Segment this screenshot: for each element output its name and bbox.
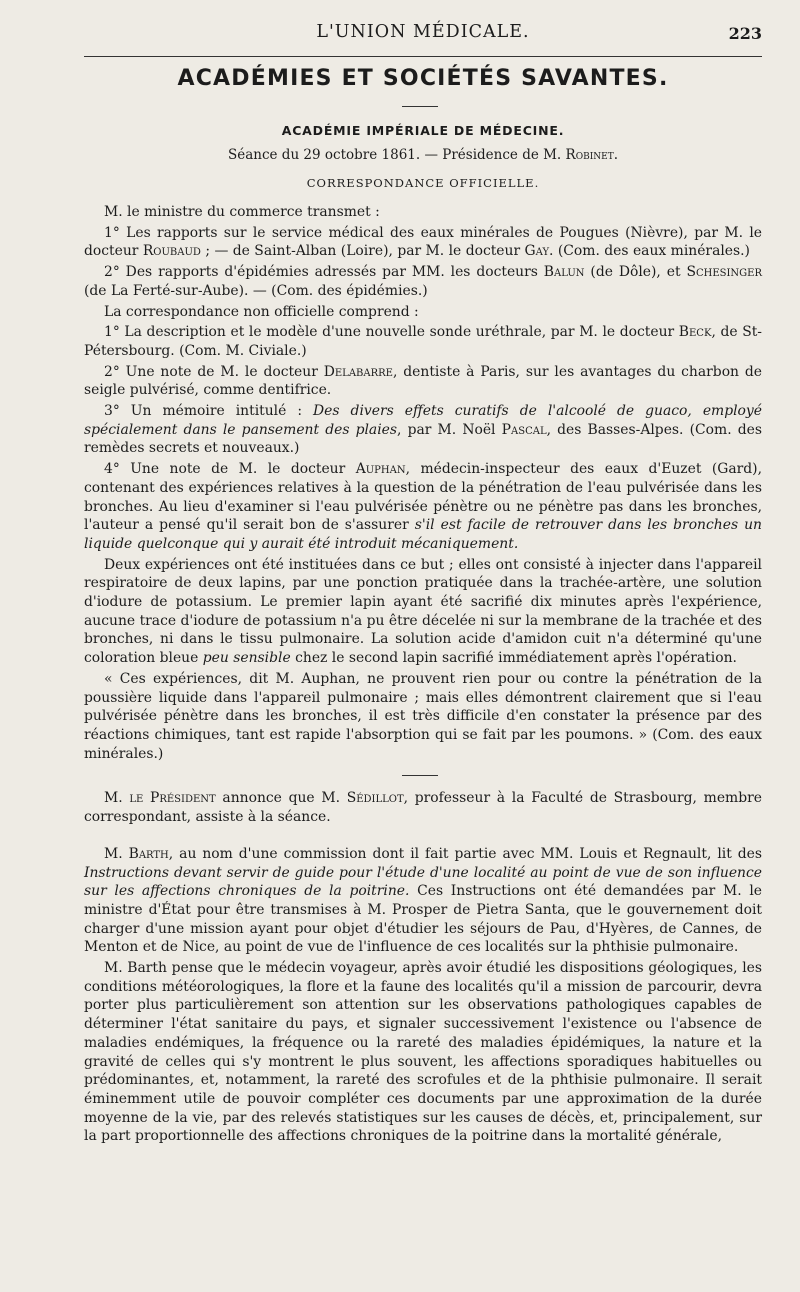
paragraph: « Ces expériences, dit M. Auphan, ne prouvent rien pour ou contre la pénétration de la poussière liquide dans l'appareil pulmonaire ; mais elles démontrent clairement que si l'eau pulvérisée pénètre dans les bronches, il est très difficile d'en constater la présence par des réactions chimiques, tant est rapide l'absorption qui se fait par les poumons. » (Com. des eaux minérales.) xyxy=(84,670,762,762)
paragraph: M. Barth, au nom d'une commission dont il fait partie avec MM. Louis et Regnault, lit des Instructions devant servir de guide pour l'étude d'une localité au point de vue de son influence sur les affections chroniques de la poitrine. Ces Instructions ont été demandées par M. le ministre d'État pour être transmises à M. Prosper de Pietra Santa, que le gouvernement doit charger d'une mission ayant pour objet d'étudier les séjours de Pau, d'Hyères, de Cannes, de Menton et de Nice, au point de vue de l'influence de ces localités sur la phthisie pulmonaire. xyxy=(84,845,762,956)
section-title: ACADÉMIES ET SOCIÉTÉS SAVANTES. xyxy=(177,66,669,91)
paragraph: M. le Président annonce que M. Sédillot, professeur à la Faculté de Strasbourg, membre correspondant, assiste à la séance. xyxy=(84,790,762,826)
academy-heading: ACADÉMIE IMPÉRIALE DE MÉDECINE. xyxy=(281,123,565,138)
correspondence-heading: CORRESPONDANCE OFFICIELLE. xyxy=(306,176,540,190)
paragraph: 1° Les rapports sur le service médical des eaux minérales de Pougues (Nièvre), par M. le docteur Roubaud ; — de Saint-Alban (Loire), par M. le docteur Gay. (Com. des eaux minérales.) xyxy=(84,224,762,260)
paragraph: M. le ministre du commerce transmet : xyxy=(104,204,380,220)
running-head xyxy=(84,18,762,48)
session-line: Séance du 29 octobre 1861. — Présidence de M. Robinet. xyxy=(227,147,618,163)
paragraph: Deux expériences ont été instituées dans ce but ; elles ont consisté à injecter dans l'appareil respiratoire de deux lapins, par une ponction pratiquée dans la trachée-artère, une solution d'iodure de potassium. Le premier lapin ayant été sacrifié dix minutes après l'expérience, aucune trace d'iodure de potassium n'a pu être décelée ni sur la membrane de la trachée et des bronches, ni dans le tissu pulmonaire. La solution acide d'amidon cuit n'a déterminé qu'une coloration bleue peu sensible chez le second lapin sacrifié immédiatement après l'opération. xyxy=(84,556,762,667)
section-divider xyxy=(84,763,762,789)
page-number: 223 xyxy=(728,24,762,43)
journal-title: L'UNION MÉDICALE. xyxy=(316,22,530,42)
paragraph: M. Barth pense que le médecin voyageur, après avoir étudié les dispositions géologiques, les conditions météorologiques, la flore et la faune des localités qu'il a mission de parcourir, devra porter plus particulièrement son attention sur les observations pathologiques capables de déterminer l'état sanitaire du pays, et signaler successivement l'existence ou l'absence de maladies endémiques, la fréquence ou la rareté des maladies épidémiques, la nature et la gravité de celles qui s'y montrent le plus souvent, les affections sporadiques habituelles ou prédominantes, et, notamment, la rareté des scrofules et de la phthisie pulmonaire. Il serait éminemment utile de pouvoir compléter ces documents par une approximation de la durée moyenne de la vie, par des relevés statistiques sur les causes de décès, et, principalement, sur la part proportionnelle des affections chroniques de la poitrine dans la mortalité générale, xyxy=(84,960,762,1145)
section-divider xyxy=(402,106,438,107)
paragraph: La correspondance non officielle comprend : xyxy=(104,303,419,320)
spacer xyxy=(84,827,762,845)
header-rule xyxy=(84,56,762,57)
paragraph: 1° La description et le modèle d'une nouvelle sonde uréthrale, par M. le docteur Beck, de St-Pétersbourg. (Com. M. Civiale.) xyxy=(84,324,763,359)
president-name: Robinet xyxy=(565,147,614,163)
article-body xyxy=(84,203,762,1146)
paragraph: 3° Un mémoire intitulé : Des divers effets curatifs de l'alcoolé de guaco, employé spécialement dans le pansement des plaies, par M. Noël Pascal, des Basses-Alpes. (Com. des remèdes secrets et nouveaux.) xyxy=(84,403,762,457)
paragraph: 2° Une note de M. le docteur Delabarre, dentiste à Paris, sur les avantages du charbon de seigle pulvérisé, comme dentifrice. xyxy=(84,363,762,399)
paragraph: 2° Des rapports d'épidémies adressés par MM. les docteurs Balun (de Dôle), et Schesinger (de La Ferté-sur-Aube). — (Com. des épidémies.) xyxy=(84,264,762,299)
paragraph: 4° Une note de M. le docteur Auphan, médecin-inspecteur des eaux d'Euzet (Gard), contenant des expériences relatives à la question de la pénétration de l'eau pulvérisée dans les bronches. Au lieu d'examiner si l'eau pulvérisée pénètre ou ne pénètre pas dans les bronches, l'auteur a pensé qu'il serait bon de s'assurer s'il est facile de retrouver dans les bronches un liquide quelconque qui y aurait été introduit mécaniquement. xyxy=(84,461,763,552)
